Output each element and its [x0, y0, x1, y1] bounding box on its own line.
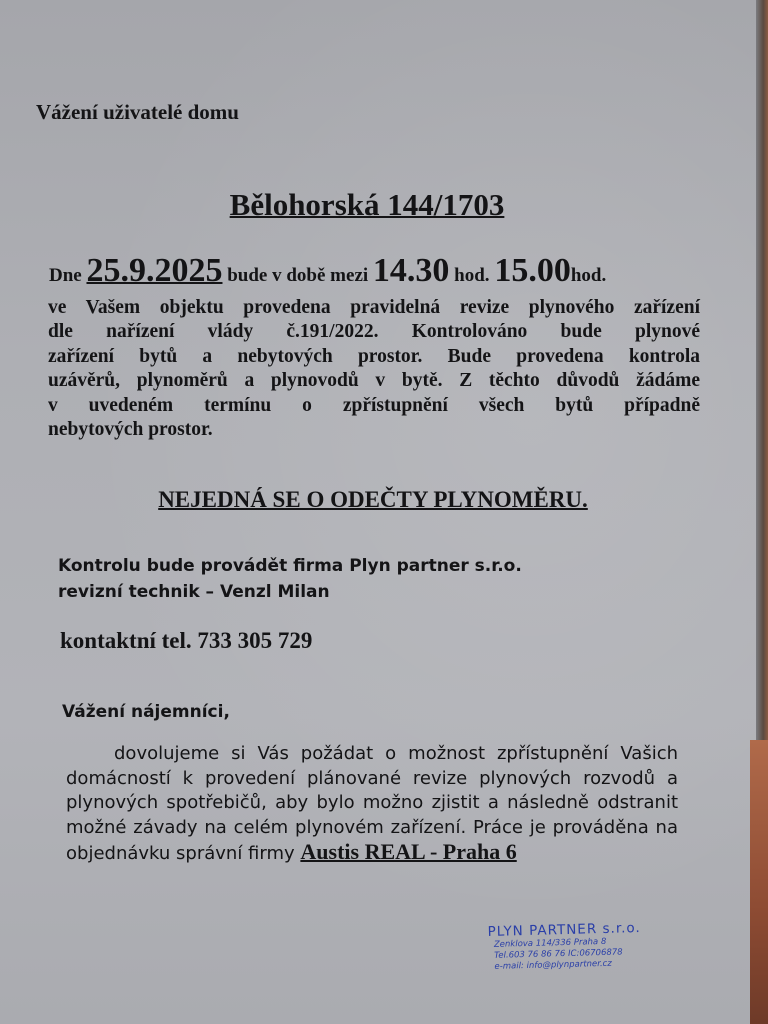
paragraph-line: v uvedeném termínu o zpřístupnění všech bytů případně	[48, 394, 700, 416]
stamp-phone-ic: Tel.603 76 86 76 IC:06706878	[494, 947, 623, 961]
hod-label-1: hod.	[454, 265, 490, 286]
paragraph-line: dle nařízení vlády č.191/2022. Kontrolováno bude plynové	[48, 321, 700, 343]
technician-line: revizní technik – Venzl Milan	[58, 582, 330, 602]
hod-label-2: hod.	[570, 265, 607, 286]
date-time-line	[49, 252, 606, 290]
stamp-email: e-mail: info@plynpartner.cz	[494, 958, 612, 972]
warning-heading: NEJEDNÁ SE O ODEČTY PLYNOMĚRU.	[158, 487, 588, 512]
paragraph-line: dovolujeme si Vás požádat o možnost zpřístupnění Vašich	[114, 743, 678, 764]
date-prefix: Dne	[49, 265, 82, 286]
tenants-paragraph	[66, 742, 678, 867]
paragraph-line: ve Vašem objektu provedena pravidelná revize plynového zařízení	[48, 297, 700, 318]
inspection-date: 25.9.2025	[86, 252, 223, 289]
paragraph-line: zařízení bytů a nebytových prostor. Bude provedena kontrola	[48, 345, 700, 367]
company-stamp	[487, 920, 641, 973]
contact-phone: kontaktní tel. 733 305 729	[60, 628, 313, 653]
building-address: Bělohorská 144/1703	[229, 187, 505, 222]
paragraph-last-line	[66, 840, 678, 867]
order-text: objednávku správní firmy	[66, 843, 295, 865]
paragraph-line: možné závady na celém plynovém zařízení. Práce je prováděna na	[66, 816, 678, 838]
paragraph-line: plynových spotřebičů, aby bylo možno zjistit a následně odstranit	[66, 792, 678, 814]
time-from: 14.30	[372, 252, 450, 289]
tenants-salutation: Vážení nájemníci,	[62, 702, 230, 722]
client-name: Austis REAL - Praha 6	[300, 839, 517, 865]
paragraph-line: uzávěrů, plynoměrů a plynovodů v bytě. Z těchto důvodů žádáme	[48, 370, 700, 392]
notice-paragraph	[48, 296, 700, 442]
paragraph-line: domácností k provedení plánované revize plynových rozvodů a	[66, 767, 678, 789]
stamp-address: Zenklova 114/336 Praha 8	[493, 936, 607, 950]
salutation: Vážení uživatelé domu	[36, 100, 239, 124]
railing-background	[750, 740, 768, 1024]
date-middle-text: bude v době mezi	[227, 265, 369, 286]
stamp-company-name: PLYN PARTNER s.r.o.	[487, 920, 641, 941]
time-to: 15.00	[494, 252, 571, 289]
paragraph-line: nebytových prostor.	[48, 419, 213, 441]
firm-line: Kontrolu bude provádět firma Plyn partner s.r.o.	[58, 556, 522, 576]
